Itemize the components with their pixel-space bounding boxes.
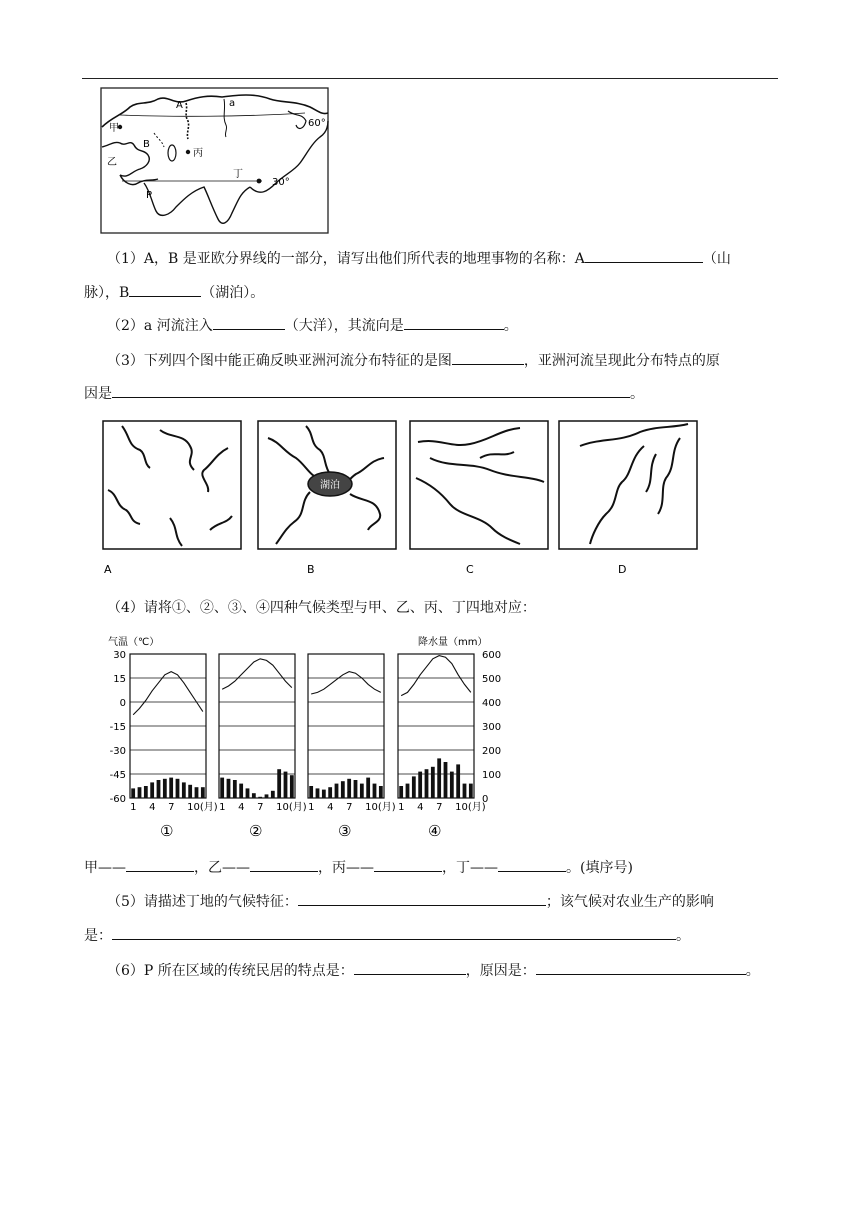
precip-bar	[450, 772, 454, 798]
q6-blank-reason[interactable]	[536, 960, 746, 975]
precip-bar	[138, 787, 142, 798]
q1-text-c: 脉），B	[84, 285, 130, 301]
q1-text: （1）A，B 是亚欧分界线的一部分，请写出他们所代表的地理事物的名称：A	[107, 251, 585, 267]
x-tick: 1	[219, 802, 226, 813]
q3-blank-figure[interactable]	[452, 350, 524, 365]
q4-yi: ，乙——	[194, 860, 250, 876]
river-label-C: C	[466, 563, 474, 576]
panel-name: ①	[160, 822, 174, 840]
map-lat-60: 60°	[308, 118, 326, 129]
x-tick: 10(月)	[276, 802, 307, 813]
climate-charts	[98, 630, 508, 845]
precip-bar	[431, 767, 435, 798]
q1-blank-A[interactable]	[585, 248, 703, 263]
x-tick: 7	[436, 802, 443, 813]
precip-bar	[335, 784, 339, 798]
river-label-A: A	[104, 563, 112, 576]
map-label-A: A	[176, 100, 183, 111]
question-1-line1	[107, 248, 731, 269]
y-right-label: 降水量（mm）	[418, 637, 488, 648]
q1-blank-B[interactable]	[129, 282, 201, 297]
y-right-tick: 0	[482, 794, 489, 805]
precip-bar	[252, 793, 256, 798]
q4-blank-yi[interactable]	[250, 857, 318, 872]
precip-bar	[163, 779, 167, 798]
x-tick: 4	[238, 802, 245, 813]
question-2	[107, 315, 518, 336]
y-right-tick: 200	[482, 746, 502, 757]
q5-blank-feature[interactable]	[298, 891, 546, 906]
precip-bar	[456, 764, 460, 798]
q2-blank-direction[interactable]	[404, 315, 504, 330]
precip-bar	[265, 794, 269, 798]
precip-bar	[239, 784, 243, 798]
x-tick: 7	[346, 802, 353, 813]
q3-text-d: 。	[630, 386, 644, 402]
x-tick: 4	[327, 802, 334, 813]
precip-bar	[169, 778, 173, 798]
q5-blank-impact[interactable]	[112, 925, 676, 940]
map-label-P: P	[146, 190, 153, 201]
y-left-tick: -30	[109, 746, 126, 757]
precip-bar	[176, 779, 180, 798]
precip-bar	[246, 788, 250, 798]
q3-blank-reason[interactable]	[112, 383, 630, 398]
precip-bar	[201, 787, 205, 798]
x-tick: 7	[257, 802, 264, 813]
x-tick: 4	[149, 802, 156, 813]
y-right-tick: 400	[482, 698, 502, 709]
precip-bar	[284, 772, 288, 798]
q2-text: （2）a 河流注入	[107, 318, 213, 334]
precip-bar	[309, 786, 313, 798]
x-tick: 7	[168, 802, 175, 813]
question-3-line2	[84, 383, 644, 404]
q4-blank-bing[interactable]	[374, 857, 442, 872]
lake-label: 湖泊	[320, 480, 340, 491]
question-1-line2	[84, 282, 264, 303]
precip-bar	[412, 776, 416, 798]
precip-bar	[150, 782, 154, 798]
q4-blank-jia[interactable]	[126, 857, 194, 872]
q5-text-b: ；该气候对农业生产的影响	[545, 894, 714, 910]
map-label-jia: 甲	[109, 123, 119, 134]
precip-bar	[366, 778, 370, 798]
precip-bar	[182, 782, 186, 798]
precip-bar	[227, 779, 231, 798]
precip-bar	[157, 780, 161, 798]
q2-text-c: 。	[503, 318, 518, 334]
y-left-tick: -45	[109, 770, 126, 781]
x-tick: 10(月)	[365, 802, 396, 813]
question-4-answers	[84, 857, 633, 878]
question-5-line2	[84, 925, 690, 946]
precip-bar	[469, 784, 473, 798]
x-tick: 1	[308, 802, 315, 813]
precip-bar	[437, 758, 441, 798]
y-right-tick: 500	[482, 674, 502, 685]
x-tick: 4	[417, 802, 424, 813]
panel-name: ②	[249, 822, 263, 840]
precip-bar	[463, 784, 467, 798]
precip-bar	[373, 784, 377, 798]
precip-bar	[406, 784, 410, 798]
q4-text: （4）请将①、②、③、④四种气候类型与甲、乙、丙、丁四地对应：	[107, 600, 536, 616]
precip-bar	[347, 779, 351, 798]
y-left-tick: -60	[109, 794, 126, 805]
river-label-D: D	[618, 563, 627, 576]
river-figures	[100, 418, 700, 582]
question-5-line1	[107, 891, 714, 912]
map-label-B: B	[143, 139, 150, 150]
y-left-tick: -15	[109, 722, 126, 733]
question-6	[107, 960, 760, 981]
precip-bar	[131, 788, 135, 798]
precip-bar	[354, 780, 358, 798]
question-3-line1	[107, 350, 720, 371]
precip-bar	[290, 775, 294, 798]
y-left-label: 气温（℃）	[108, 637, 160, 648]
climate-panel	[398, 654, 489, 840]
q1-text-b: （山	[702, 251, 731, 267]
river-figure-B	[258, 421, 396, 549]
precip-bar	[418, 772, 422, 798]
asia-map	[100, 87, 330, 235]
y-left-tick: 30	[113, 650, 126, 661]
precip-bar	[379, 786, 383, 798]
panel-name: ④	[428, 822, 442, 840]
x-tick: 1	[398, 802, 405, 813]
q1-text-d: （湖泊）。	[201, 285, 265, 301]
river-label-B: B	[307, 563, 315, 576]
question-4	[107, 598, 536, 618]
precip-bar	[322, 790, 326, 798]
precip-bar	[425, 769, 429, 798]
q2-text-b: （大洋），其流向是	[284, 318, 404, 334]
river-figure-C	[410, 421, 548, 549]
q3-text-c: 因是	[84, 386, 112, 402]
river-figure-A	[103, 421, 241, 549]
precip-bar	[277, 769, 281, 798]
precip-bar	[341, 781, 345, 798]
y-right-tick: 300	[482, 722, 502, 733]
q4-end: 。(填序号)	[566, 860, 633, 876]
q2-blank-ocean[interactable]	[213, 315, 285, 330]
precip-bar	[316, 788, 320, 798]
map-lat-30: 30°	[272, 177, 290, 188]
q5-text: （5）请描述丁地的气候特征：	[107, 894, 298, 910]
q3-text-b: ，亚洲河流呈现此分布特点的原	[523, 353, 720, 369]
precip-bar	[233, 780, 237, 798]
q6-text-b: ，原因是：	[465, 963, 536, 979]
panel-name: ③	[338, 822, 352, 840]
q5-text-d: 。	[676, 928, 690, 944]
q4-blank-ding[interactable]	[498, 857, 566, 872]
y-right-tick: 600	[482, 650, 502, 661]
q4-ding: ，丁——	[442, 860, 498, 876]
x-tick: 1	[130, 802, 137, 813]
precip-bar	[195, 787, 199, 798]
precip-bar	[271, 791, 275, 798]
y-right-tick: 100	[482, 770, 502, 781]
climate-panel	[219, 654, 307, 840]
x-tick: 10(月)	[187, 802, 218, 813]
precip-bar	[188, 785, 192, 798]
map-label-yi: 乙	[107, 157, 117, 168]
precip-bar	[399, 786, 403, 798]
precip-bar	[360, 784, 364, 798]
climate-panel	[308, 654, 396, 840]
river-figure-D	[559, 421, 697, 549]
precip-bar	[144, 786, 148, 798]
q5-text-c: 是：	[84, 928, 112, 944]
y-left-tick: 0	[119, 698, 126, 709]
q6-text: （6）P 所在区域的传统民居的特点是：	[107, 963, 354, 979]
q6-blank-feature[interactable]	[354, 960, 466, 975]
x-tick: 10(月)	[455, 802, 486, 813]
precip-bar	[444, 762, 448, 798]
map-label-bing: 丙	[193, 148, 203, 159]
map-label-ding: 丁	[233, 169, 243, 180]
q3-text: （3）下列四个图中能正确反映亚洲河流分布特征的是图	[107, 353, 452, 369]
map-label-a: a	[229, 98, 236, 109]
precip-bar	[220, 778, 224, 798]
y-left-tick: 15	[113, 674, 126, 685]
header-rule	[82, 78, 778, 79]
climate-panel	[130, 654, 218, 840]
q4-bing: ，丙——	[318, 860, 374, 876]
precip-bar	[328, 787, 332, 798]
q6-text-c: 。	[745, 963, 760, 979]
q4-jia: 甲——	[84, 860, 126, 876]
precip-bar	[258, 797, 262, 798]
